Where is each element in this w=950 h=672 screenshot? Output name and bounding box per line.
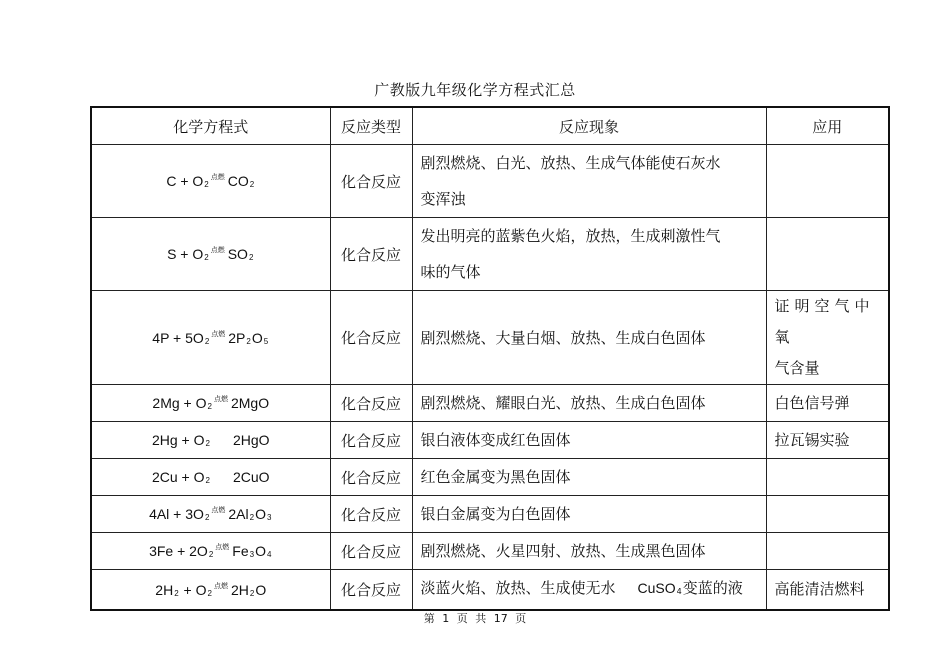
- application-cell: [766, 459, 889, 496]
- table-row: [91, 291, 889, 385]
- equation-cell: $C + O2^{点燃}$ CO2: [91, 145, 330, 218]
- application-cell: 白色信号弹: [766, 385, 889, 422]
- type-cell: 化合反应: [330, 533, 412, 570]
- phenomenon-cell: 剧烈燃烧、耀眼白光、放热、生成白色固体: [412, 385, 766, 422]
- phenomenon-cell: 淡蓝火焰、放热、生成使无水 CuSO4变蓝的液: [412, 570, 766, 611]
- table-row: [91, 218, 889, 291]
- phenomenon-cell: 银白液体变成红色固体: [412, 422, 766, 459]
- application-cell: 高能清洁燃料: [766, 570, 889, 611]
- phenomenon-cell: 红色金属变为黑色固体: [412, 459, 766, 496]
- equation-cell: $2H2 + O2^{点燃}$ 2H2O: [91, 570, 330, 611]
- type-cell: 化合反应: [330, 291, 412, 385]
- table-row: [91, 533, 889, 570]
- application-cell: [766, 218, 889, 291]
- current-page-number: 1: [442, 612, 450, 625]
- type-cell: 化合反应: [330, 459, 412, 496]
- table-row: [91, 422, 889, 459]
- equation-cell: 2Hg + O2 2HgO: [91, 422, 330, 459]
- equation-cell: $S + O2^{点燃}$ SO2: [91, 218, 330, 291]
- phenomenon-cell: 银白金属变为白色固体: [412, 496, 766, 533]
- table-row: [91, 385, 889, 422]
- phenomenon-cell: 发出明亮的蓝紫色火焰，放热，生成刺激性气 味的气体: [412, 218, 766, 291]
- table-row: [91, 145, 889, 218]
- equation-table: [90, 106, 890, 611]
- header-type: 反应类型: [330, 107, 412, 145]
- page-footer: 第 1 页 共 17 页: [423, 612, 527, 625]
- header-application: 应用: [766, 107, 889, 145]
- type-cell: 化合反应: [330, 496, 412, 533]
- application-cell: 证明空气中氧 气含量: [766, 291, 889, 385]
- table-row: [91, 570, 889, 611]
- type-cell: 化合反应: [330, 570, 412, 611]
- type-cell: 化合反应: [330, 218, 412, 291]
- phenomenon-cell: 剧烈燃烧、白光、放热、生成气体能使石灰水 变浑浊: [412, 145, 766, 218]
- table-header-row: [91, 107, 889, 145]
- table-row: [91, 459, 889, 496]
- type-cell: 化合反应: [330, 385, 412, 422]
- application-cell: [766, 145, 889, 218]
- total-pages: 17: [493, 612, 508, 625]
- equation-cell: $4P + 5O2^{点燃}$ 2P2O5: [91, 291, 330, 385]
- phenomenon-cell: 剧烈燃烧、火星四射、放热、生成黑色固体: [412, 533, 766, 570]
- type-cell: 化合反应: [330, 145, 412, 218]
- header-phenomenon: 反应现象: [412, 107, 766, 145]
- table-row: [91, 496, 889, 533]
- phenomenon-cell: 剧烈燃烧、大量白烟、放热、生成白色固体: [412, 291, 766, 385]
- equation-cell: $3Fe + 2O2^{点燃}$ Fe3O4: [91, 533, 330, 570]
- type-cell: 化合反应: [330, 422, 412, 459]
- equation-cell: 2Cu + O2 2CuO: [91, 459, 330, 496]
- equation-cell: $2Mg + O2^{点燃}$ 2MgO: [91, 385, 330, 422]
- application-cell: [766, 496, 889, 533]
- header-equation: 化学方程式: [91, 107, 330, 145]
- equation-cell: $4Al + 3O2^{点燃}$ 2Al2O3: [91, 496, 330, 533]
- application-cell: 拉瓦锡实验: [766, 422, 889, 459]
- application-cell: [766, 533, 889, 570]
- document-title: 广教版九年级化学方程式汇总: [374, 81, 576, 99]
